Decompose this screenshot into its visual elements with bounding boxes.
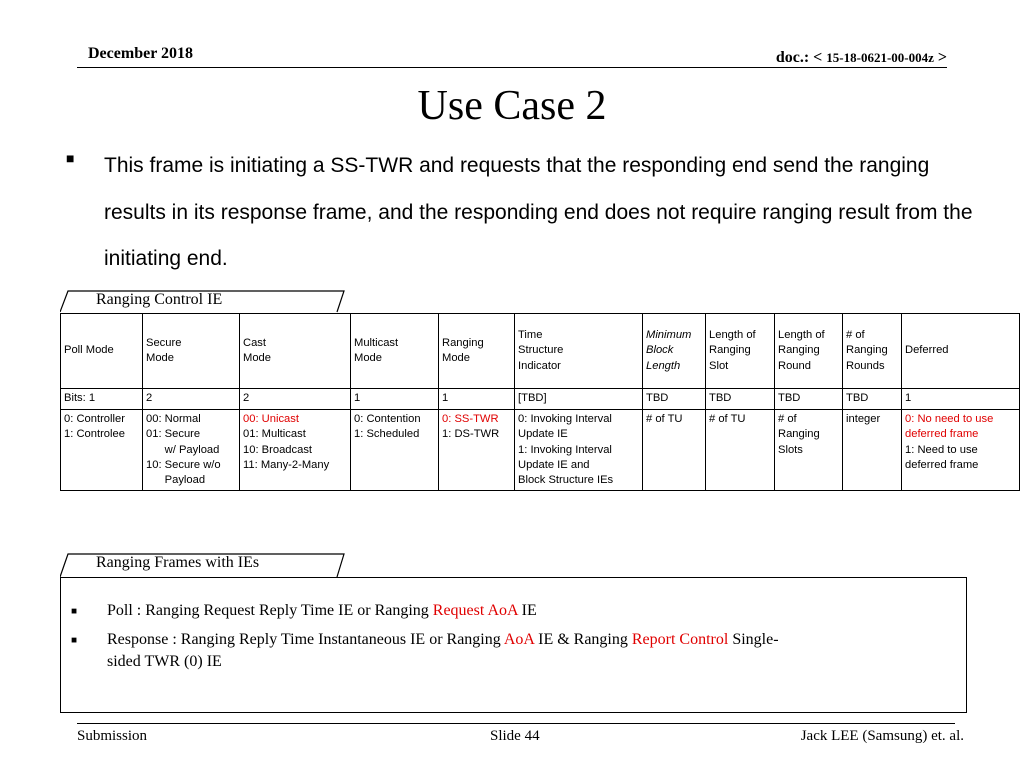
footer-submission: Submission [77,728,148,744]
ranging-control-label [60,290,350,312]
response-middle: IE & Ranging [534,631,632,648]
header-cell: Secure Mode [143,314,240,389]
header-cell: # of Ranging Rounds [843,314,902,389]
slide-title: Use Case 2 [417,83,607,129]
value-cell: 00: Normal 01: Secure w/ Payload 10: Secure w/o Payload [143,410,240,491]
footer-slide-number: Slide 44 [490,728,540,744]
header-cell: Poll Mode [61,314,143,389]
square-bullet-icon: ■ [71,635,78,646]
footer-author: Jack LEE (Samsung) et. al. [800,728,964,744]
header-date: December 2018 [88,45,193,62]
bits-cell: TBD [843,389,902,410]
response-frame-line [107,629,779,651]
header-cell: Length of Ranging Round [775,314,843,389]
footer-divider [77,723,955,724]
response-highlight-report: Report Control [631,631,729,648]
table-header-row [61,314,1020,389]
value-cell: 0: Invoking Interval Update IE 1: Invoking Interval Update IE and Block Structure IEs [515,410,643,491]
header-cell: Time Structure Indicator [515,314,643,389]
header-divider [77,67,947,68]
table-values-row [61,410,1020,491]
bits-cell: TBD [775,389,843,410]
header-cell: Length of Ranging Slot [706,314,775,389]
selected-value: 0: No need to use deferred frame [905,413,994,441]
selected-value: 00: Unicast [243,413,299,425]
bits-cell: 1 [902,389,1020,410]
poll-frame-line [107,600,537,622]
doc-number: 15-18-0621-00-004z [826,50,934,65]
poll-prefix: Poll : Ranging Request Reply Time IE or Ranging [107,602,433,619]
value-cell: 0: Controller 1: Controlee [61,410,143,491]
other-values: 1: DS-TWR [442,428,500,441]
table-bits-row [61,389,1020,410]
bits-cell: Bits: 1 [61,389,143,410]
ranging-control-label-text: Ranging Control IE [96,291,223,308]
header-cell: Multicast Mode [351,314,439,389]
value-cell: integer [843,410,902,491]
value-cell [439,410,515,491]
bits-cell: TBD [706,389,775,410]
other-values: 1: Need to use deferred frame [905,443,979,471]
bits-cell: 1 [439,389,515,410]
square-bullet-icon: ■ [71,606,78,617]
header-doc-number [776,49,947,67]
ranging-frames-label-text: Ranging Frames with IEs [96,554,260,571]
value-cell: # of TU [643,410,706,491]
main-bullet-text: This frame is initiating a SS-TWR and requests that the responding end send the ranging results in its response frame, and the responding end does not require ranging result from the initiating end. [104,154,973,270]
response-prefix: Response : Ranging Reply Time Instantaneous IE or Ranging [107,631,504,648]
ranging-frames-box [60,577,967,713]
response-highlight-aoa: AoA [503,631,535,648]
square-bullet-icon: ■ [66,152,75,167]
header-cell: Deferred [902,314,1020,389]
response-frame-line2: sided TWR (0) IE [107,653,222,670]
poll-suffix: IE [517,602,537,619]
selected-value: 0: SS-TWR [442,413,499,425]
response-line1-end: Single- [728,631,779,648]
bits-cell: 1 [351,389,439,410]
header-cell: Cast Mode [240,314,351,389]
header-cell: Ranging Mode [439,314,515,389]
value-cell: # of TU [706,410,775,491]
ranging-control-table [60,313,1020,491]
doc-suffix: > [933,49,947,66]
value-cell: # of Ranging Slots [775,410,843,491]
bits-cell: 2 [143,389,240,410]
other-values: 01: Multicast 10: Broadcast 11: Many-2-Many [243,428,330,471]
bits-cell: [TBD] [515,389,643,410]
ranging-frames-label [60,553,350,575]
value-cell [240,410,351,491]
poll-highlight: Request AoA [432,602,518,619]
bits-cell: TBD [643,389,706,410]
header-cell: Minimum Block Length [643,314,706,389]
bits-cell: 2 [240,389,351,410]
value-cell [902,410,1020,491]
value-cell: 0: Contention 1: Scheduled [351,410,439,491]
doc-prefix: doc.: < [775,49,827,66]
